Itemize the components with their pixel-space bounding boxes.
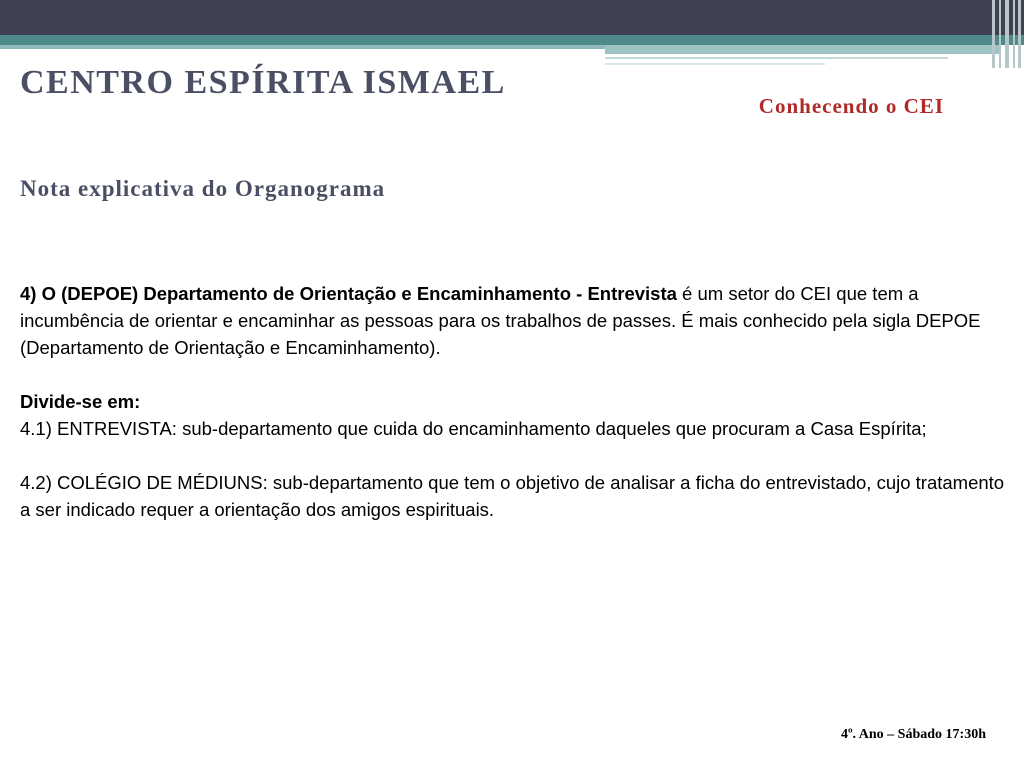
top-dark-bar: [0, 0, 1024, 35]
top-accent-line-left: [0, 45, 605, 49]
top-teal-bar: [0, 35, 1024, 45]
section-title: Conhecendo o CEI: [758, 94, 944, 118]
top-accent-line-right-thin: [605, 57, 948, 59]
item-4-paragraph: [20, 280, 1005, 361]
organization-title: CENTRO ESPÍRITA ISMAEL: [20, 64, 506, 101]
item-4-2-paragraph: 4.2) COLÉGIO DE MÉDIUNS: sub-departamento que tem o objetivo de analisar a ficha do entrevistado, cujo tratamento a ser indicado requer a orientação dos amigos espirituais.: [20, 472, 1005, 520]
slide-body: [20, 280, 1005, 523]
item-4-description: é um setor do CEI que tem a incumbência de orientar e encaminhar as pessoas para os trabalhos de passes. É mais conhecido pela sigla DEPOE (Departamento de Orientação e Encaminhamento).: [20, 283, 981, 358]
item-4-heading: 4) O (DEPOE) Departamento de Orientação e Encaminhamento - Entrevista: [20, 283, 677, 304]
top-accent-line-right-faint: [605, 63, 825, 65]
top-accent-line-right: [605, 45, 1000, 54]
footer-schedule: 4º. Ano – Sábado 17:30h: [840, 727, 986, 742]
item-4-1-paragraph: 4.1) ENTREVISTA: sub-departamento que cuida do encaminhamento daqueles que procuram a Casa Espírita;: [20, 418, 927, 439]
divide-heading: Divide-se em:: [20, 391, 141, 412]
corner-stripes-decoration: [988, 0, 1024, 68]
slide-title: Nota explicativa do Organograma: [20, 176, 386, 201]
